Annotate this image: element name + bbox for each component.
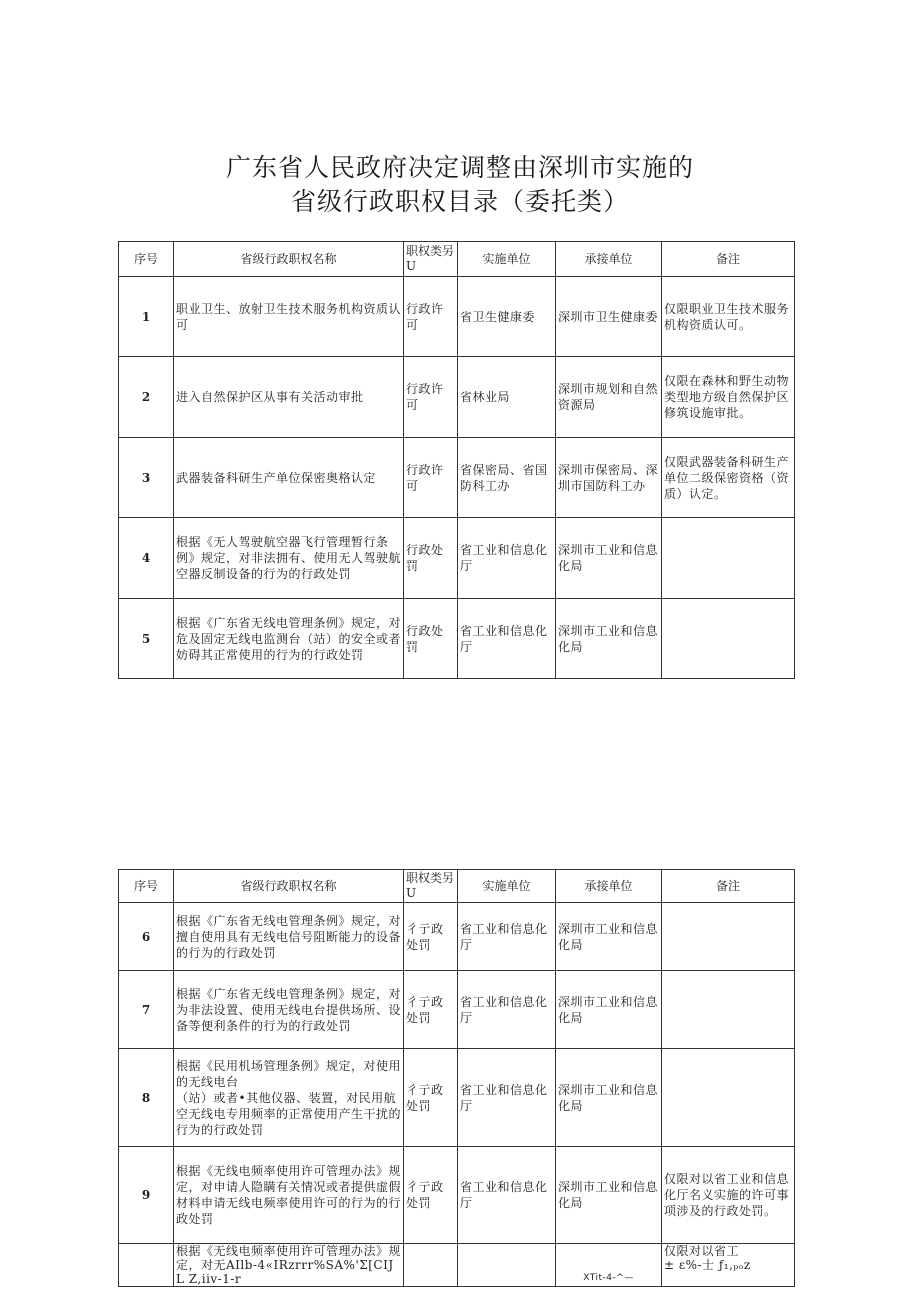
row-name: 职业卫生、放射卫生技术服务机构资质认可 (174, 277, 404, 357)
row-receiver: 深圳市工业和信息化局 (556, 1147, 662, 1244)
row-unit: 省工业和信息化厅 (458, 599, 556, 679)
header-type: 职权类另U (404, 242, 458, 277)
table-row (119, 518, 795, 599)
table-header-row (119, 870, 795, 903)
row-receiver: 深圳市工业和信息化局 (556, 1049, 662, 1147)
row-type: 行政处罚 (404, 518, 458, 599)
row-note: 仅限在森林和野生动物类型地方级自然保护区修筑设施审批。 (662, 357, 795, 438)
header-unit: 实施单位 (458, 242, 556, 277)
table-row (119, 599, 795, 679)
row-seq: 8 (119, 1049, 174, 1147)
table-row (119, 903, 795, 971)
row-seq: 4 (119, 518, 174, 599)
row-type: 彳亍政处罚 (404, 1147, 458, 1244)
row-name: 根据《广东省无线电管理条例》规定，对危及固定无线电监测台（站）的安全或者妨碍其正常使用的行为的行政处罚 (174, 599, 404, 679)
row-type: 彳亍政处罚 (404, 903, 458, 971)
row-type: 行政许可 (404, 357, 458, 438)
row-note (662, 903, 795, 971)
table-row (119, 357, 795, 438)
title-line-2: 省级行政职权目录（委托类） (290, 187, 629, 216)
row-note (662, 971, 795, 1049)
row-seq: 6 (119, 903, 174, 971)
header-type: 职权类另U (404, 870, 458, 903)
row-receiver: 深圳市卫生健康委 (556, 277, 662, 357)
row-type: 行政许可 (404, 438, 458, 518)
row-name: 根据《民用机场管理条例》规定，对使用的无线电台 （站）或者•其他仪器、装置，对民用航空无线电专用频率的正常使用产生干扰的行为的行政处罚 (174, 1049, 404, 1147)
title-line-1: 广东省人民政府决定调整由深圳市实施的 (225, 153, 694, 182)
table-row (119, 438, 795, 518)
row-seq: 9 (119, 1147, 174, 1244)
row-name: 武器装备科研生产单位保密奥格认定 (174, 438, 404, 518)
header-receiver: 承接单位 (556, 870, 662, 903)
table-2 (118, 869, 795, 1287)
row-seq: 1 (119, 277, 174, 357)
row-unit: 省卫生健康委 (458, 277, 556, 357)
row-seq (119, 1244, 174, 1287)
row-name: 根据《无人驾驶航空器飞行管理暂行条例》规定，对非法拥有、使用无人驾驶航空器反制设备的行为的行政处罚 (174, 518, 404, 599)
table-row (119, 1049, 795, 1147)
row-note: 仅限武器装备科研生产单位二级保密资格（资质）认定。 (662, 438, 795, 518)
row-unit (458, 1244, 556, 1287)
row-note (662, 599, 795, 679)
row-unit: 省保密局、省国防科工办 (458, 438, 556, 518)
row-note: 仅限对以省工 ± ε%-士 ƒ₁,ₚₒz (662, 1244, 795, 1287)
header-receiver: 承接单位 (556, 242, 662, 277)
row-receiver: 深圳市保密局、深圳市国防科工办 (556, 438, 662, 518)
row-receiver: 深圳市规划和自然资源局 (556, 357, 662, 438)
row-unit: 省工业和信息化厅 (458, 518, 556, 599)
row-seq: 5 (119, 599, 174, 679)
header-name: 省级行政职权名称 (174, 242, 404, 277)
table-row (119, 1147, 795, 1244)
table-row (119, 971, 795, 1049)
row-unit: 省林业局 (458, 357, 556, 438)
header-note: 备注 (662, 242, 795, 277)
row-receiver: XTit-4-^— (556, 1244, 662, 1287)
row-type: 行政处罚 (404, 599, 458, 679)
row-seq: 3 (119, 438, 174, 518)
row-receiver: 深圳市工业和信息化局 (556, 599, 662, 679)
row-name: 进入自然保护区从事有关活动审批 (174, 357, 404, 438)
row-receiver: 深圳市工业和信息化局 (556, 518, 662, 599)
row-type (404, 1244, 458, 1287)
header-unit: 实施单位 (458, 870, 556, 903)
table-row (119, 1244, 795, 1287)
row-type: 彳亍政处罚 (404, 1049, 458, 1147)
table-header-row (119, 242, 795, 277)
row-unit: 省工业和信息化厅 (458, 1049, 556, 1147)
row-unit: 省工业和信息化厅 (458, 903, 556, 971)
row-name: 根据《无线电频率使用许可管理办法》规定，对无AIlb-4«IRzrrr%SA%'Σ[CIJ L Z,iiv-1-r (174, 1244, 404, 1287)
row-unit: 省工业和信息化厅 (458, 971, 556, 1049)
row-note: 仅限职业卫生技术服务机构资质认可。 (662, 277, 795, 357)
row-receiver: 深圳市工业和信息化局 (556, 971, 662, 1049)
header-name: 省级行政职权名称 (174, 870, 404, 903)
row-name: 根据《无线电频率使用许可管理办法》规定，对申请人隐瞒有关情况或者提供虚假材料申请无线电频率使用许可的行为的行政处罚 (174, 1147, 404, 1244)
row-note: 仅限对以省工业和信息化厅名义实施的许可事项涉及的行政处罚。 (662, 1147, 795, 1244)
header-seq: 序号 (119, 242, 174, 277)
header-seq: 序号 (119, 870, 174, 903)
row-name: 根据《广东省无线电管理条例》规定，对为非法设置、使用无线电台提供场所、设备等便利条件的行为的行政处罚 (174, 971, 404, 1049)
table-row (119, 277, 795, 357)
row-seq: 7 (119, 971, 174, 1049)
row-note (662, 1049, 795, 1147)
row-receiver: 深圳市工业和信息化局 (556, 903, 662, 971)
row-name: 根据《广东省无线电管理条例》规定，对擅自使用具有无线电信号阻断能力的设备的行为的行政处罚 (174, 903, 404, 971)
row-seq: 2 (119, 357, 174, 438)
header-note: 备注 (662, 870, 795, 903)
row-type: 行政许可 (404, 277, 458, 357)
row-unit: 省工业和信息化厅 (458, 1147, 556, 1244)
row-note (662, 518, 795, 599)
table-1 (118, 241, 795, 679)
row-type: 彳亍政处罚 (404, 971, 458, 1049)
